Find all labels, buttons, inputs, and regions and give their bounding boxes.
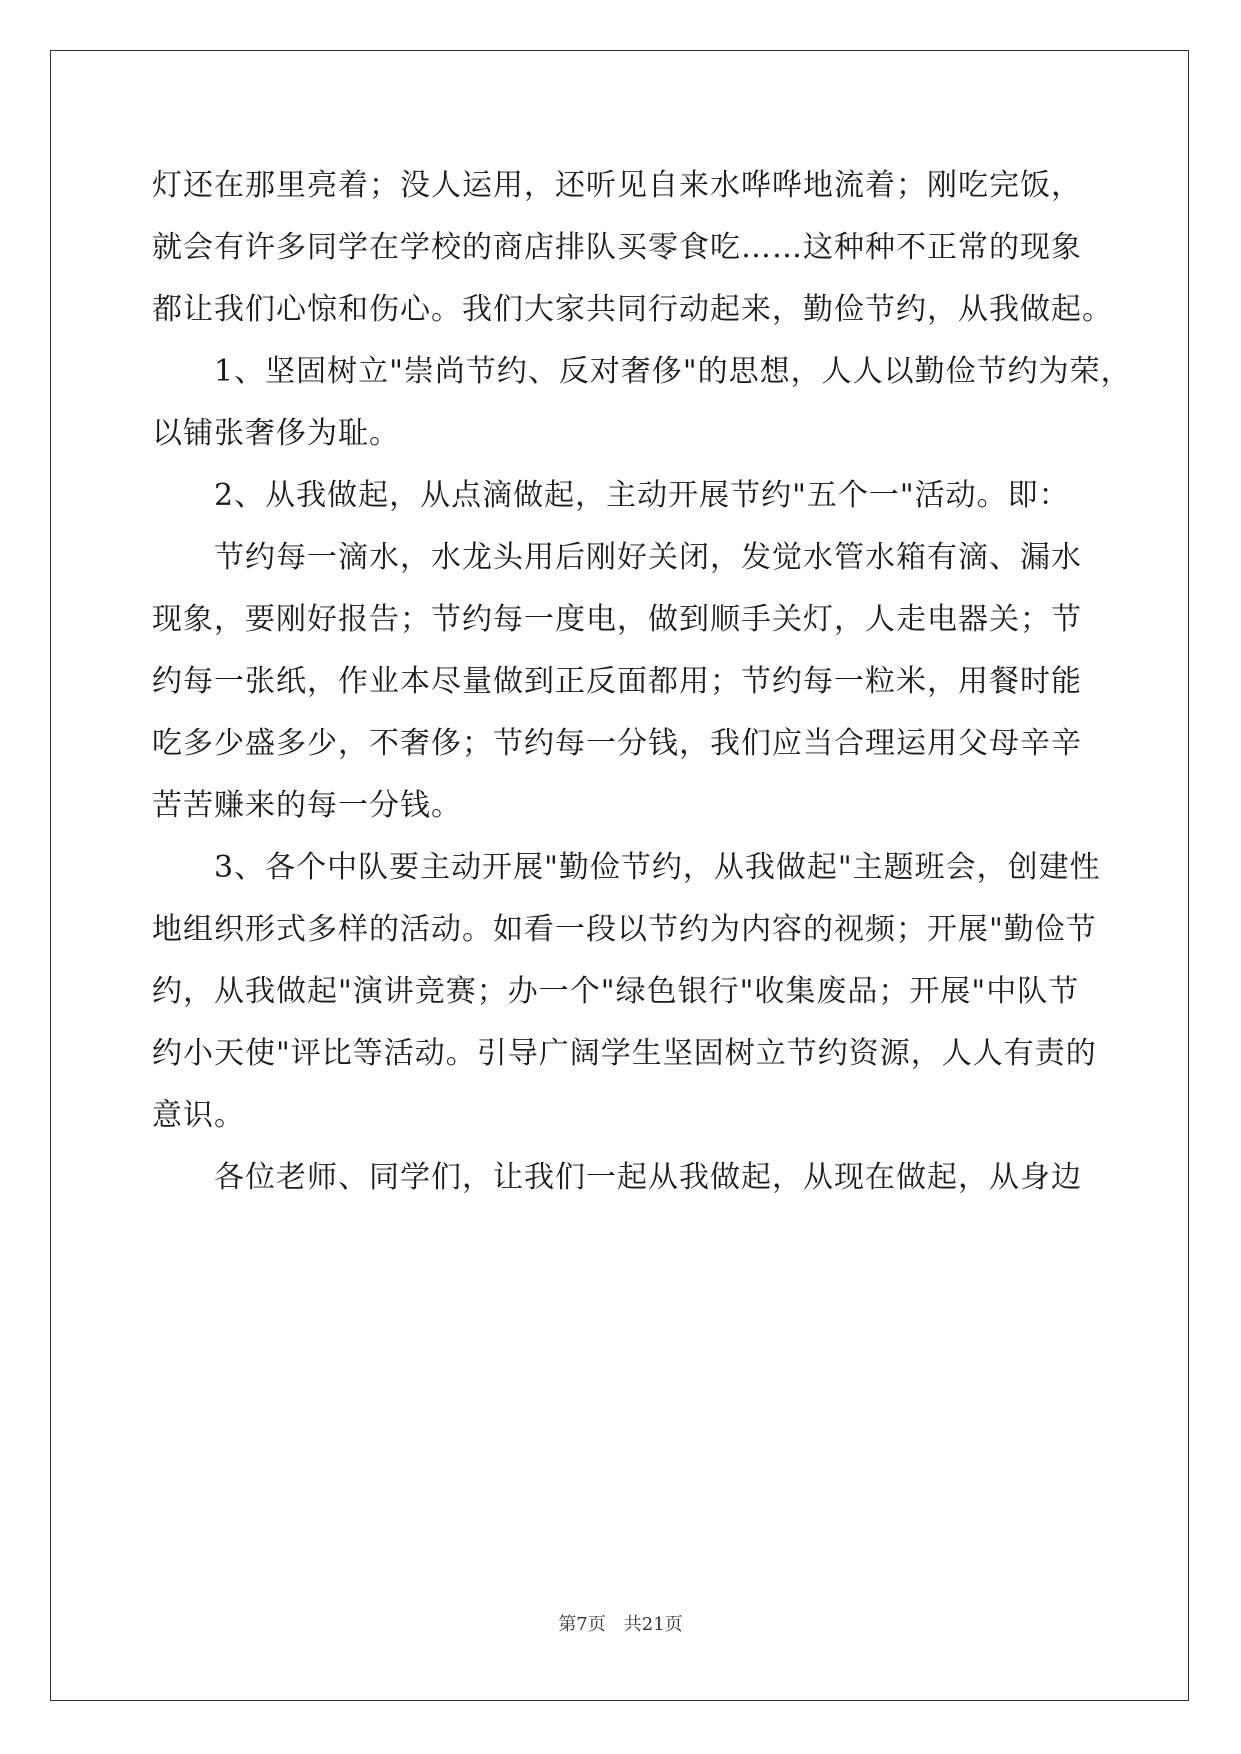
- text-line: 灯还在那里亮着；没人运用，还听见自来水哗哗地流着；刚吃完饭，: [152, 168, 1082, 203]
- paragraph-first-line: 3、各个中队要主动开展"勤俭节约，从我做起"主题班会，创建性: [214, 850, 1101, 885]
- text-line: 现象，要刚好报告；节约每一度电，做到顺手关灯，人走电器关；节: [152, 602, 1082, 637]
- text-line: 都让我们心惊和伤心。我们大家共同行动起来，勤俭节约，从我做起。: [152, 292, 1113, 327]
- paragraph-first-line: 节约每一滴水，水龙头用后刚好关闭，发觉水管水箱有滴、漏水: [214, 540, 1082, 575]
- text-line: 意识。: [152, 1098, 245, 1133]
- text-line: 约每一张纸，作业本尽量做到正反面都用；节约每一粒米，用餐时能: [152, 664, 1082, 699]
- text-line: 以铺张奢侈为耻。: [152, 416, 400, 451]
- text-line: 吃多少盛多少，不奢侈；节约每一分钱，我们应当合理运用父母辛辛: [152, 726, 1082, 761]
- text-line: 地组织形式多样的活动。如看一段以节约为内容的视频；开展"勤俭节: [152, 912, 1097, 947]
- document-body: [152, 155, 1132, 1209]
- paragraph-first-line: 各位老师、同学们，让我们一起从我做起，从现在做起，从身边: [214, 1160, 1082, 1195]
- paragraph-first-line: 1、坚固树立"崇尚节约、反对奢侈"的思想，人人以勤俭节约为荣，: [214, 354, 1132, 389]
- text-line: 约，从我做起"演讲竞赛；办一个"绿色银行"收集废品；开展"中队节: [152, 974, 1080, 1009]
- paragraph-first-line: 2、从我做起，从点滴做起，主动开展节约"五个一"活动。即：: [214, 478, 1070, 513]
- page-number-footer: 第7页 共21页: [558, 1614, 683, 1635]
- text-line: 约小天使"评比等活动。引导广阔学生坚固树立节约资源，人人有责的: [152, 1036, 1097, 1071]
- text-line: 就会有许多同学在学校的商店排队买零食吃……这种种不正常的现象: [152, 230, 1082, 265]
- text-line: 苦苦赚来的每一分钱。: [152, 788, 462, 823]
